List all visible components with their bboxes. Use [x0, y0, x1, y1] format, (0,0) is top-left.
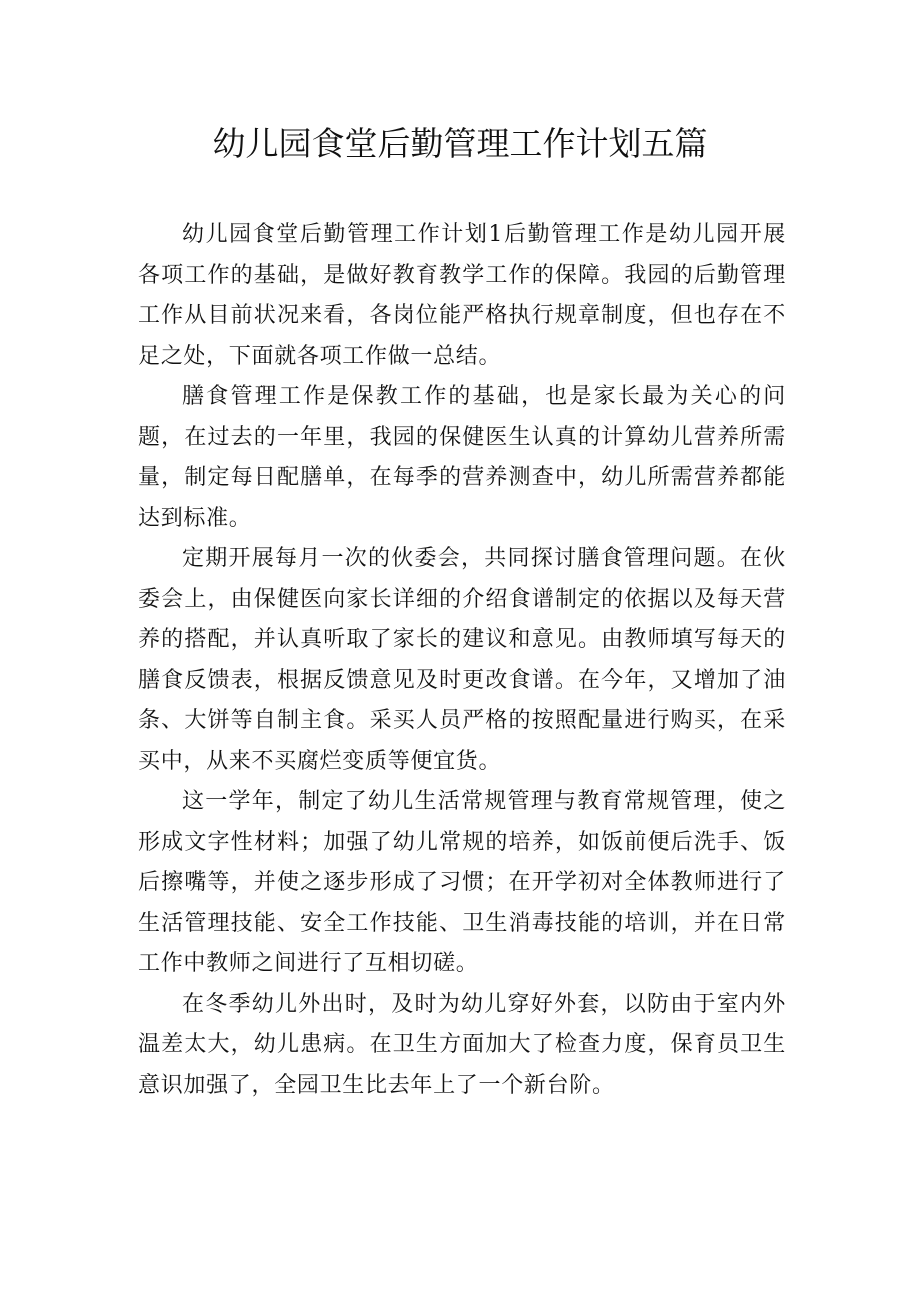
document-body [138, 215, 786, 1106]
paragraph-1: 幼儿园食堂后勤管理工作计划1后勤管理工作是幼儿园开展各项工作的基础，是做好教育教学工作的保障。我园的后勤管理工作从目前状况来看，各岗位能严格执行规章制度，但也存在不足之处，下面就各项工作做一总结。 [138, 222, 786, 369]
paragraph-5: 在冬季幼儿外出时，及时为幼儿穿好外套，以防由于室内外温差太大，幼儿患病。在卫生方面加大了检查力度，保育员卫生意识加强了，全园卫生比去年上了一个新台阶。 [138, 991, 786, 1098]
paragraph-4: 这一学年，制定了幼儿生活常规管理与教育常规管理，使之形成文字性材料；加强了幼儿常规的培养，如饭前便后洗手、饭后擦嘴等，并使之逐步形成了习惯；在开学初对全体教师进行了生活管理技能、安全工作技能、卫生消毒技能的培训，并在日常工作中教师之间进行了互相切磋。 [138, 789, 786, 976]
paragraph-2: 膳食管理工作是保教工作的基础，也是家长最为关心的问题，在过去的一年里，我园的保健医生认真的计算幼儿营养所需量，制定每日配膳单，在每季的营养测查中，幼儿所需营养都能达到标准。 [138, 384, 786, 531]
document-title: 幼儿园食堂后勤管理工作计划五篇 [212, 124, 708, 163]
paragraph-3: 定期开展每月一次的伙委会，共同探讨膳食管理问题。在伙委会上，由保健医向家长详细的介绍食谱制定的依据以及每天营养的搭配，并认真听取了家长的建议和意见。由教师填写每天的膳食反馈表，根据反馈意见及时更改食谱。在今年，又增加了油条、大饼等自制主食。采买人员严格的按照配量进行购买，在采买中，从来不买腐烂变质等便宜货。 [138, 546, 786, 774]
